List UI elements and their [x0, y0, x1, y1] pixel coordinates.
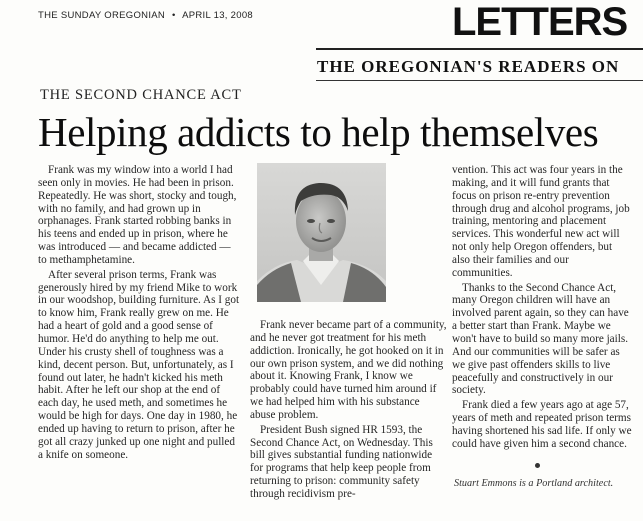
- paragraph: Frank died a few years ago at age 57, years of meth and repeated prison terms having shortened his sad life. If only we could have given him a second chance.: [452, 399, 632, 450]
- end-bullet-icon: [535, 463, 540, 468]
- paper-name: THE SUNDAY OREGONIAN: [38, 10, 166, 21]
- paragraph: Frank never became part of a community, and he never got treatment for his meth addiction. Ironically, he got hooked on it in our own prison system, and we did nothing about it. Knowing Frank, I know we probably could have turned him around if we had helped him with his substance abuse problem.: [250, 319, 447, 421]
- author-byline: Stuart Emmons is a Portland architect.: [454, 478, 614, 489]
- section-title: LETTERS: [452, 0, 628, 44]
- paragraph: Frank was my window into a world I had seen only in movies. He had been in prison. Repeatedly. He was short, stocky and tough, with no family, and had grown up in orphanages. Frank started robbing banks in his teens and ended up in prison, where he was introduced — and became addicted — to methamphetamine.: [38, 164, 237, 266]
- issue-date: APRIL 13, 2008: [182, 10, 254, 21]
- masthead: [38, 10, 253, 21]
- section-rule-top: [316, 48, 643, 50]
- paragraph: Thanks to the Second Chance Act, many Oregon children will have an involved parent again, so they can have a better start than Frank. Maybe we won't have to build so many more jails. And our communities will be safer as we give past offenders skills to live peacefully and constructively in our society.: [452, 281, 629, 397]
- article-column-2: [250, 319, 447, 501]
- paragraph: President Bush signed HR 1593, the Second Chance Act, on Wednesday. This bill gives substantial funding nationwide for programs that help keep people from returning to prison: community safety through recidivism pre-: [250, 423, 433, 500]
- author-portrait-image: [257, 163, 386, 302]
- masthead-separator: •: [172, 10, 176, 21]
- section-subtitle: THE OREGONIAN'S READERS ON: [317, 57, 620, 76]
- article-column-3: [452, 164, 632, 451]
- author-photo: [257, 163, 386, 302]
- article-column-1: [38, 164, 241, 461]
- article-headline: Helping addicts to help themselves: [38, 109, 599, 155]
- section-rule-bottom: [316, 80, 643, 81]
- article-kicker: THE SECOND CHANCE ACT: [40, 87, 242, 103]
- paragraph: vention. This act was four years in the making, and it will fund grants that focus on prison re-entry prevention through drug and alcohol programs, job training, mentoring and placement services. This wonderful new act will not only help Oregon offenders, but also their families and our communities.: [452, 164, 630, 279]
- paragraph: After several prison terms, Frank was generously hired by my friend Mike to work in our woodshop, building furniture. As I got to know him, Frank really grew on me. He had a heart of gold and a good sense of humor. He'd do anything to help me out. Under his crusty shell of toughness was a kind, decent person. But, unfortunately, as I found out later, he hadn't kicked his meth habit. After he left our shop at the end of each day, he used meth, and sometimes he would be high for days. One day in 1980, he ended up having to return to prison, after he got all crazy junked up one night and pulled a knife on someone.: [38, 268, 240, 461]
